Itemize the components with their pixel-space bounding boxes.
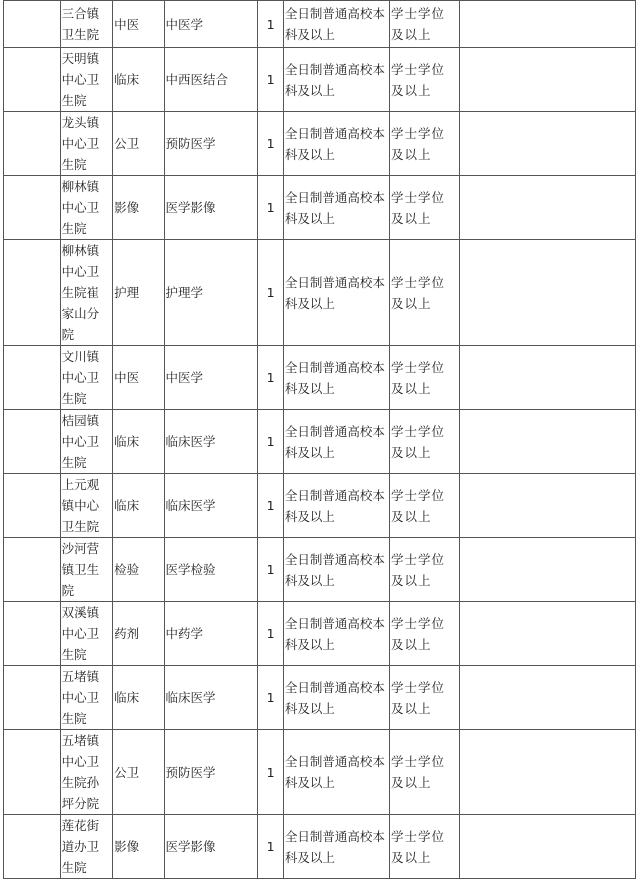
blank-cell bbox=[4, 112, 61, 176]
education-cell: 全日制普通高校本科及以上 bbox=[283, 474, 389, 538]
count-cell: 1 bbox=[258, 176, 284, 240]
unit-cell: 上元观镇中心卫生院 bbox=[60, 474, 112, 538]
category-cell: 中医 bbox=[113, 1, 164, 48]
count-cell: 1 bbox=[258, 730, 284, 815]
count-cell: 1 bbox=[258, 815, 284, 879]
major-cell: 护理学 bbox=[164, 240, 258, 346]
unit-cell: 莲花街道办卫生院 bbox=[60, 815, 112, 879]
unit-cell: 龙头镇中心卫生院 bbox=[60, 112, 112, 176]
category-cell: 影像 bbox=[113, 815, 164, 879]
education-cell: 全日制普通高校本科及以上 bbox=[283, 538, 389, 602]
table-row bbox=[4, 474, 636, 538]
education-cell: 全日制普通高校本科及以上 bbox=[283, 1, 389, 48]
table-row bbox=[4, 240, 636, 346]
count-cell: 1 bbox=[258, 602, 284, 666]
category-cell: 临床 bbox=[113, 410, 164, 474]
unit-cell: 天明镇中心卫生院 bbox=[60, 48, 112, 112]
remarks-cell bbox=[459, 176, 635, 240]
table-row bbox=[4, 1, 636, 48]
major-cell: 临床医学 bbox=[164, 474, 258, 538]
remarks-cell bbox=[459, 112, 635, 176]
unit-cell: 沙河营镇卫生院 bbox=[60, 538, 112, 602]
count-cell: 1 bbox=[258, 48, 284, 112]
degree-cell: 学士学位及以上 bbox=[389, 410, 459, 474]
count-cell: 1 bbox=[258, 410, 284, 474]
count-cell: 1 bbox=[258, 538, 284, 602]
education-cell: 全日制普通高校本科及以上 bbox=[283, 176, 389, 240]
remarks-cell bbox=[459, 48, 635, 112]
count-cell: 1 bbox=[258, 112, 284, 176]
unit-cell: 文川镇中心卫生院 bbox=[60, 346, 112, 410]
degree-cell: 学士学位及以上 bbox=[389, 538, 459, 602]
blank-cell bbox=[4, 602, 61, 666]
remarks-cell bbox=[459, 240, 635, 346]
unit-cell: 三合镇卫生院 bbox=[60, 1, 112, 48]
major-cell: 医学影像 bbox=[164, 815, 258, 879]
blank-cell bbox=[4, 730, 61, 815]
table-row bbox=[4, 176, 636, 240]
blank-cell bbox=[4, 1, 61, 48]
category-cell: 药剂 bbox=[113, 602, 164, 666]
unit-cell: 五堵镇中心卫生院 bbox=[60, 666, 112, 730]
major-cell: 临床医学 bbox=[164, 410, 258, 474]
category-cell: 临床 bbox=[113, 666, 164, 730]
degree-cell: 学士学位及以上 bbox=[389, 730, 459, 815]
major-cell: 中医学 bbox=[164, 346, 258, 410]
unit-cell: 桔园镇中心卫生院 bbox=[60, 410, 112, 474]
blank-cell bbox=[4, 48, 61, 112]
degree-cell: 学士学位及以上 bbox=[389, 176, 459, 240]
count-cell: 1 bbox=[258, 346, 284, 410]
count-cell: 1 bbox=[258, 240, 284, 346]
remarks-cell bbox=[459, 474, 635, 538]
category-cell: 检验 bbox=[113, 538, 164, 602]
remarks-cell bbox=[459, 346, 635, 410]
count-cell: 1 bbox=[258, 474, 284, 538]
table-row bbox=[4, 112, 636, 176]
unit-cell: 柳林镇中心卫生院 bbox=[60, 176, 112, 240]
major-cell: 医学影像 bbox=[164, 176, 258, 240]
remarks-cell bbox=[459, 602, 635, 666]
degree-cell: 学士学位及以上 bbox=[389, 112, 459, 176]
education-cell: 全日制普通高校本科及以上 bbox=[283, 815, 389, 879]
category-cell: 临床 bbox=[113, 474, 164, 538]
degree-cell: 学士学位及以上 bbox=[389, 474, 459, 538]
major-cell: 中医学 bbox=[164, 1, 258, 48]
degree-cell: 学士学位及以上 bbox=[389, 666, 459, 730]
table-row bbox=[4, 410, 636, 474]
blank-cell bbox=[4, 176, 61, 240]
remarks-cell bbox=[459, 730, 635, 815]
blank-cell bbox=[4, 240, 61, 346]
blank-cell bbox=[4, 538, 61, 602]
table-row bbox=[4, 815, 636, 879]
category-cell: 护理 bbox=[113, 240, 164, 346]
major-cell: 中药学 bbox=[164, 602, 258, 666]
category-cell: 公卫 bbox=[113, 730, 164, 815]
degree-cell: 学士学位及以上 bbox=[389, 240, 459, 346]
degree-cell: 学士学位及以上 bbox=[389, 602, 459, 666]
education-cell: 全日制普通高校本科及以上 bbox=[283, 410, 389, 474]
unit-cell: 柳林镇中心卫生院崔家山分院 bbox=[60, 240, 112, 346]
table-row bbox=[4, 730, 636, 815]
remarks-cell bbox=[459, 815, 635, 879]
category-cell: 公卫 bbox=[113, 112, 164, 176]
remarks-cell bbox=[459, 1, 635, 48]
education-cell: 全日制普通高校本科及以上 bbox=[283, 48, 389, 112]
education-cell: 全日制普通高校本科及以上 bbox=[283, 346, 389, 410]
blank-cell bbox=[4, 474, 61, 538]
major-cell: 医学检验 bbox=[164, 538, 258, 602]
education-cell: 全日制普通高校本科及以上 bbox=[283, 730, 389, 815]
major-cell: 预防医学 bbox=[164, 112, 258, 176]
remarks-cell bbox=[459, 666, 635, 730]
unit-cell: 双溪镇中心卫生院 bbox=[60, 602, 112, 666]
count-cell: 1 bbox=[258, 666, 284, 730]
education-cell: 全日制普通高校本科及以上 bbox=[283, 666, 389, 730]
education-cell: 全日制普通高校本科及以上 bbox=[283, 602, 389, 666]
education-cell: 全日制普通高校本科及以上 bbox=[283, 240, 389, 346]
table-row bbox=[4, 666, 636, 730]
blank-cell bbox=[4, 815, 61, 879]
blank-cell bbox=[4, 666, 61, 730]
degree-cell: 学士学位及以上 bbox=[389, 346, 459, 410]
remarks-cell bbox=[459, 538, 635, 602]
degree-cell: 学士学位及以上 bbox=[389, 1, 459, 48]
unit-cell: 五堵镇中心卫生院孙坪分院 bbox=[60, 730, 112, 815]
remarks-cell bbox=[459, 410, 635, 474]
category-cell: 中医 bbox=[113, 346, 164, 410]
table-row bbox=[4, 538, 636, 602]
recruitment-table bbox=[3, 0, 636, 879]
category-cell: 影像 bbox=[113, 176, 164, 240]
table-body bbox=[4, 1, 636, 879]
table-row bbox=[4, 48, 636, 112]
count-cell: 1 bbox=[258, 1, 284, 48]
major-cell: 临床医学 bbox=[164, 666, 258, 730]
major-cell: 中西医结合 bbox=[164, 48, 258, 112]
blank-cell bbox=[4, 346, 61, 410]
blank-cell bbox=[4, 410, 61, 474]
table-row bbox=[4, 602, 636, 666]
category-cell: 临床 bbox=[113, 48, 164, 112]
education-cell: 全日制普通高校本科及以上 bbox=[283, 112, 389, 176]
table-row bbox=[4, 346, 636, 410]
degree-cell: 学士学位及以上 bbox=[389, 815, 459, 879]
degree-cell: 学士学位及以上 bbox=[389, 48, 459, 112]
major-cell: 预防医学 bbox=[164, 730, 258, 815]
